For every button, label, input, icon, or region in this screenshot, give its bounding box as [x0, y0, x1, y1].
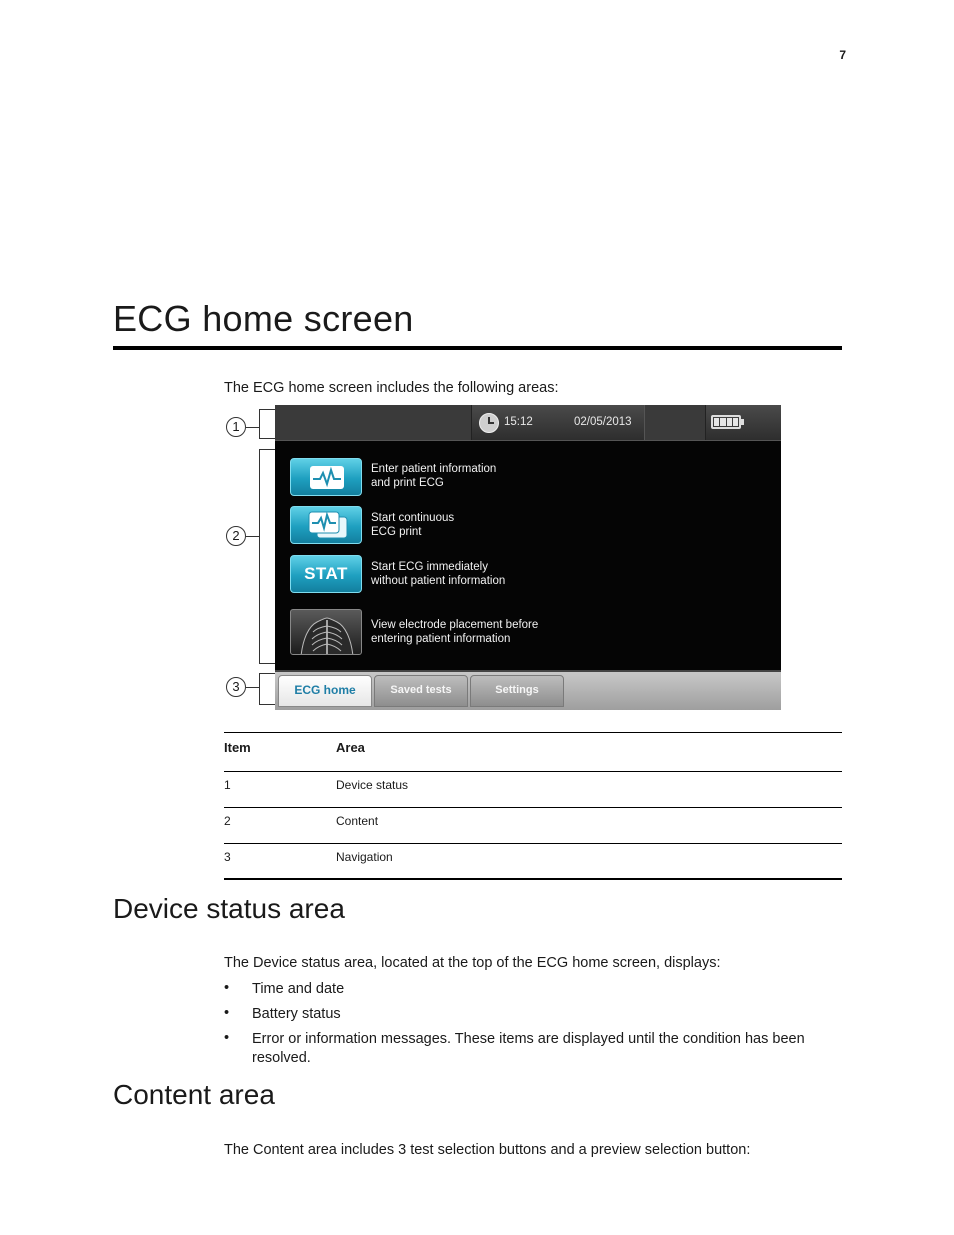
table-cell-area: Content [336, 814, 379, 828]
electrode-placement-torso-icon [291, 610, 362, 655]
table-cell-item: 1 [224, 778, 231, 792]
table-cell-item: 3 [224, 850, 231, 864]
device-status-heading: Device status area [113, 893, 345, 924]
battery-tip [741, 419, 744, 425]
callout-2-connector [246, 536, 259, 537]
enter-patient-info-button[interactable] [290, 458, 362, 496]
electrode-placement-button[interactable] [290, 609, 362, 655]
callout-1-connector [246, 427, 259, 428]
bullet-dot: • [224, 1005, 230, 1021]
device-status-bar [275, 405, 781, 441]
tab-saved-tests[interactable]: Saved tests [374, 675, 468, 707]
status-time: 15:12 [504, 416, 533, 428]
ecg-device-screenshot [275, 405, 781, 710]
section-title: ECG home screen [113, 298, 414, 339]
callout-1-bracket [259, 409, 275, 439]
start-continuous-ecg-label: Start continuous ECG print [371, 512, 455, 538]
content-area-heading: Content area [113, 1079, 275, 1110]
title-rule [113, 346, 842, 350]
callout-3-bracket [259, 673, 275, 705]
start-continuous-ecg-button[interactable] [290, 506, 362, 544]
clock-icon [479, 413, 499, 433]
table-header-item: Item [224, 740, 251, 755]
navigation-bar [275, 670, 781, 710]
table-cell-area: Device status [336, 778, 409, 792]
callout-2: 2 [226, 526, 246, 546]
callout-3-connector [246, 687, 259, 688]
table-row-rule [224, 843, 842, 844]
table-row-rule [224, 807, 842, 808]
ecg-waveform-icon [291, 459, 363, 497]
device-status-intro: The Device status area, located at the top of the ECG home screen, displays: [224, 955, 721, 971]
table-header-rule [224, 771, 842, 772]
continuous-ecg-icon [291, 507, 363, 545]
table-cell-item: 2 [224, 814, 231, 828]
stat-button[interactable]: STAT [290, 555, 362, 593]
bullet-dot: • [224, 980, 230, 996]
callout-2-bracket [259, 449, 275, 664]
battery-icon [711, 415, 741, 429]
callout-3: 3 [226, 677, 246, 697]
page-number: 7 [839, 48, 846, 62]
table-cell-area: Navigation [336, 850, 393, 864]
table-bottom-rule [224, 878, 842, 880]
electrode-placement-label: View electrode placement before entering patient information [371, 619, 539, 645]
callout-1: 1 [226, 417, 246, 437]
content-area-intro: The Content area includes 3 test selection buttons and a preview selection button: [224, 1142, 751, 1158]
stat-label: Start ECG immediately without patient information [371, 561, 506, 587]
table-top-rule [224, 732, 842, 733]
tab-settings[interactable]: Settings [470, 675, 564, 707]
bullet-dot: • [224, 1030, 230, 1046]
tab-ecg-home[interactable]: ECG home [278, 675, 372, 707]
table-header-area: Area [336, 740, 365, 755]
intro-text: The ECG home screen includes the following areas: [224, 380, 559, 396]
status-date: 02/05/2013 [574, 416, 632, 428]
enter-patient-info-label: Enter patient information and print ECG [371, 463, 497, 489]
